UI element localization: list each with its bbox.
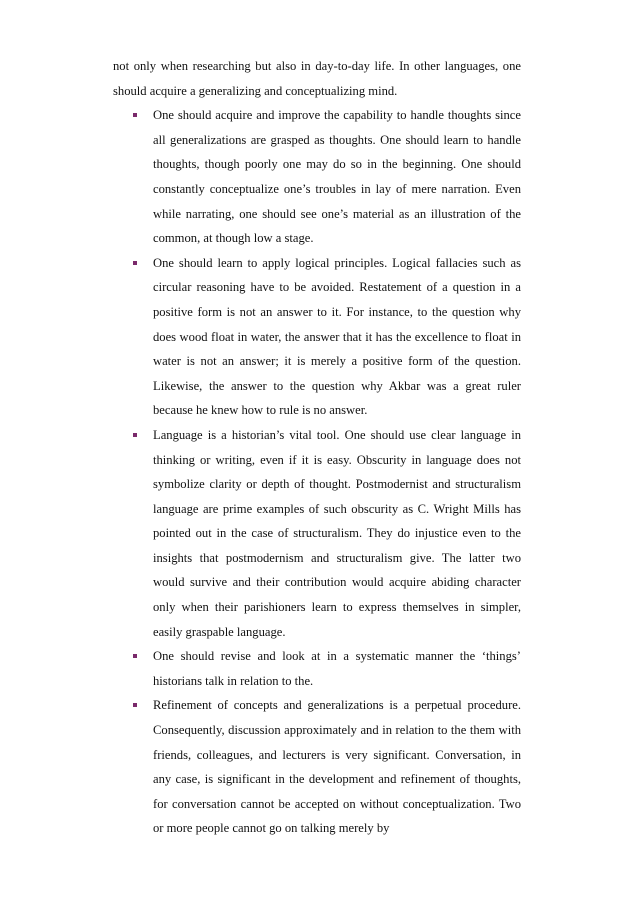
intro-paragraph: not only when researching but also in day-to-day life. In other languages, one should acquire a generalizing and conceptualizing mind. [113,59,521,98]
page-content [113,54,521,841]
list-item [113,644,521,693]
square-bullet-icon [133,433,137,437]
list-item [113,251,521,423]
list-item [113,103,521,251]
bullet-list [113,103,521,841]
list-item-text: Language is a historian’s vital tool. One should use clear language in thinking or writing, even if it is easy. Obscurity in language does not symbolize clarity or depth of thought. Postmodernist and structuralism language are prime examples of such obscurity as C. Wright Mills has pointed out in the case of structuralism. They do injustice even to the insights that postmodernism and structuralism give. The latter two would survive and their contribution would acquire abiding character only when their parishioners learn to express themselves in simpler, easily graspable language. [153,427,521,639]
square-bullet-icon [133,703,137,707]
square-bullet-icon [133,113,137,117]
list-item-text: One should acquire and improve the capability to handle thoughts since all generalizations are grasped as thoughts. One should learn to handle thoughts, though poorly one may do so in the beginning. One should constantly conceptualize one’s troubles in lay of mere narration. Even while narrating, one should see one’s material as an illustration of the common, at though low a stage. [153,108,521,246]
list-item-text: One should learn to apply logical principles. Logical fallacies such as circular reasoning have to be avoided. Restatement of a question in a positive form is not an answer to it. For instance, to the question why does wood float in water, the answer that it has the excellence to float in water is not an answer; it is merely a positive form of the question. Likewise, the answer to the question why Akbar was a great ruler because he knew how to rule is no answer. [153,255,521,418]
square-bullet-icon [133,261,137,265]
list-item [113,423,521,644]
list-item [113,693,521,841]
list-item-text: Refinement of concepts and generalizations is a perpetual procedure. Consequently, discussion approximately and in relation to the them with friends, colleagues, and lecturers is very significant. Conversation, in any case, is significant in the development and refinement of thoughts, for conversation cannot be accepted on without conceptualization. Two or more people cannot go on talking merely by [153,698,521,836]
square-bullet-icon [133,654,137,658]
list-item-text: One should revise and look at in a systematic manner the ‘things’ historians talk in relation to the. [153,649,521,688]
